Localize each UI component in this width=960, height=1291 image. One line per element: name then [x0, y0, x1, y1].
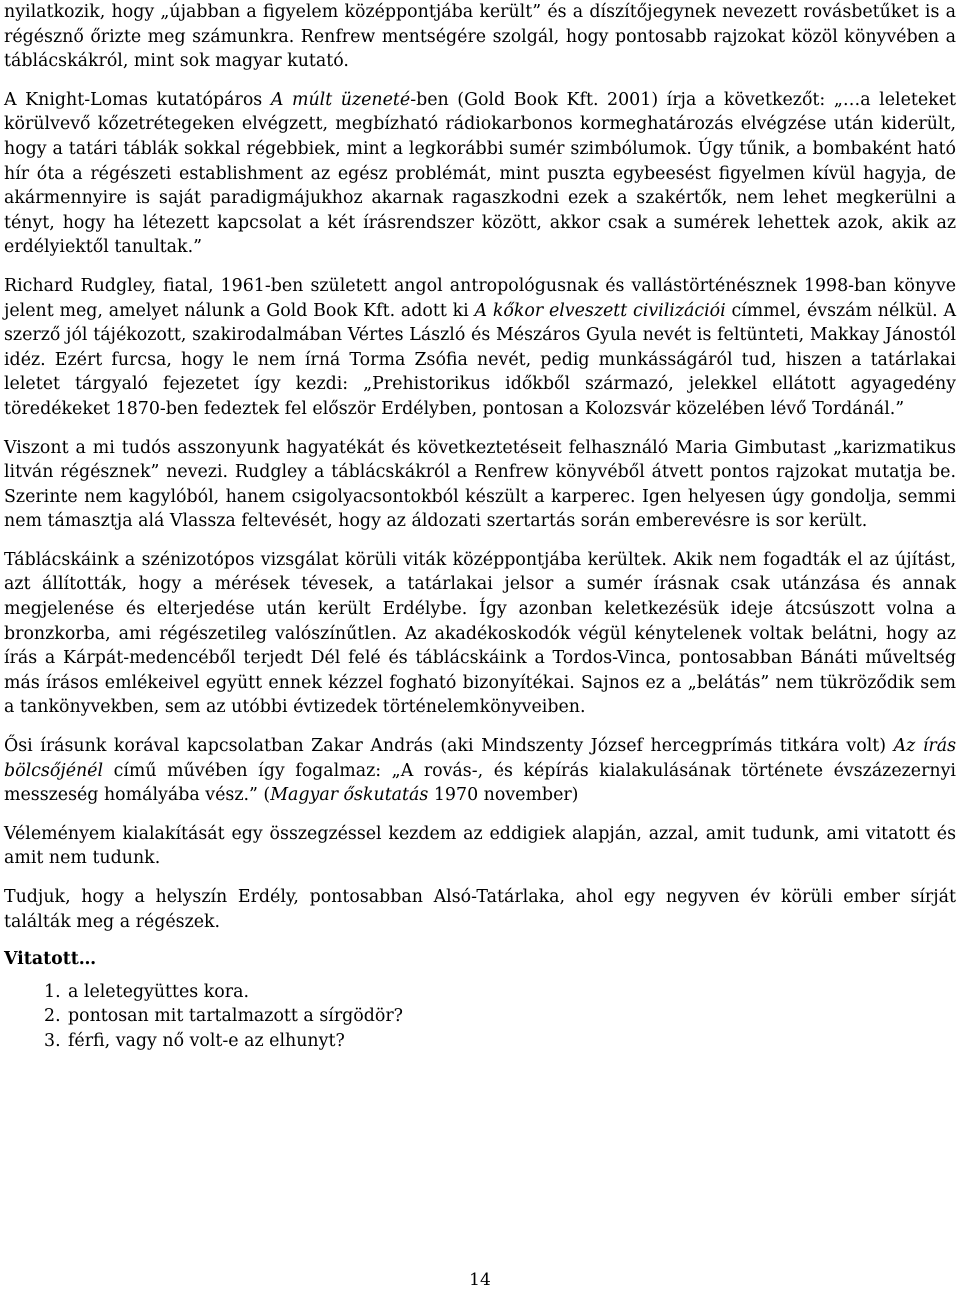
list-item-number: 3. — [44, 1030, 61, 1051]
text-run: című művében így fogalmaz: „A rovás-, és képírás kialakulásának története évszázezernyi messzeség homályába vész.” ( — [4, 760, 956, 806]
text-run: Ősi írásunk korával kapcsolatban Zakar András (aki Mindszenty József hercegprímás titkára volt) — [4, 736, 894, 757]
paragraph-p6 — [4, 822, 956, 871]
section-heading: Vitatott… — [4, 949, 97, 970]
body-text — [4, 0, 956, 934]
document-page — [4, 0, 956, 1054]
italic-title: A kőkor elveszett civilizációi — [474, 300, 726, 321]
list-item-text: a leletegyüttes kora. — [68, 981, 249, 1002]
list-item-number: 1. — [44, 981, 61, 1002]
text-run: Táblácskáink a szénizotópos vizsgálat körüli viták középpontjába kerültek. Akik nem fogadták el az újítást, azt állították, hogy a mérések tévesek, a tatárlakai jelsor a sumér írásnak csak utánzása és annak megjelenése és elterjedése után került Erdélybe. Így azonban keletkezésük ideje átcsúszott volna a bronzkorba, ami régészetileg valószínűtlen. Az akadékoskodók végül kénytelenek voltak belátni, hogy az írás a Kárpát-medencéből terjedt Dél felé és táblácskáink a Tordos-Vinca, pontosabban Bánáti műveltség más írásos emlékeivel együtt ennek kézzel fogható bizonyítékai. Sajnos ez a „belátás” nem tükröződik sem a tankönyvekben, sem az utóbbi évtizedek történelemkönyveiben. — [4, 549, 956, 718]
text-run: Tudjuk, hogy a helyszín Erdély, pontosabban Alsó-Tatárlaka, ahol egy negyven év körüli ember sírját találták meg a régészek. — [4, 887, 956, 932]
italic-title: Az írás bölcsőjénél — [4, 736, 957, 781]
paragraph-p0 — [4, 0, 956, 74]
paragraph-p1 — [4, 88, 956, 260]
list-item — [44, 980, 956, 1005]
text-run: -ben (Gold Book Kft. 2001) írja a következőt: „…a leleteket körülvevő kőzetrétegeken elvégzett, megbízható rádiokarbonos kormeghatározás elvégzése után kiderült, hogy a tatári táblák sokkal régebbiek, mint a legkorábbi sumér szimbólumok. Úgy tűnik, a bombaként ható hír óta a régészeti establishment az egész problémát, mint puszta egybeesést figyelmen kívül hagyja, de akármennyire is saját paradigmájukhoz akarnak ragaszkodni ezek a szakértők, nem lehet megkerülni a tényt, hogy ha létezett kapcsolat a két írásrendszer között, akkor csak a sumérek lehettek azok, akik az erdélyiektől tanultak.” — [4, 89, 956, 258]
paragraph-p2 — [4, 274, 956, 422]
paragraph-p4 — [4, 548, 956, 720]
text-run: címmel, évszám nélkül. A szerző jól tájékozott, szakirodalmában Vértes László és Mészáros Gyula nevét is feltünteti, Makkay Jánostól idéz. Ezért furcsa, hogy le nem írná Torma Zsófia nevét, pedig munkásságáról tud, hiszen a tatárlakai leletet tárgyaló fejezetet így kezdi: „Prehistorikus időkből származó, jelekkel ellátott agyagedény töredékeket 1870-ben fedeztek fel először Erdélyben, pontosan a Kolozsvár közelében lévő Tordánál.” — [4, 300, 957, 419]
text-run: Viszont a mi tudós asszonyunk hagyatékát és következtetéseit felhasználó Maria Gimbutast „karizmatikus litván régésznek” nevezi. Rudgley a táblácskákról a Renfrew könyvéből átvett pontos rajzokat mutatja be. Szerinte nem kagylóból, hanem csigolyacsontokból készült a karperec. Igen helyesen úgy gondolja, semmi nem támasztja alá Vlassza feltevését, hogy az áldozati szertartás során emberevésre is sor került. — [4, 437, 956, 532]
list-item-text: pontosan mit tartalmazott a sírgödör? — [68, 1006, 403, 1027]
text-run: Richard Rudgley, fiatal, 1961-ben született angol antropológusnak és vallástörténésznek 1998-ban könyve jelent meg, amelyet nálunk a Gold Book Kft. adott ki — [4, 275, 956, 321]
list-item — [44, 1029, 956, 1054]
page-number: 14 — [469, 1270, 491, 1290]
numbered-list — [4, 980, 956, 1054]
paragraph-p7 — [4, 885, 956, 934]
italic-title: A múlt üzeneté — [270, 89, 411, 110]
text-run: nyilatkozik, hogy „újabban a figyelem középpontjába került” és a díszítőjegynek nevezett rovásbetűket is a régésznő őrizte meg számunkra. Renfrew mentségére szolgál, hogy pontosabb rajzokat közöl könyvében a táblácskákról, mint sok magyar kutató. — [4, 2, 956, 72]
text-run: 1970 november) — [428, 785, 579, 806]
list-item-number: 2. — [44, 1006, 61, 1027]
list-item — [44, 1004, 956, 1029]
italic-title: Magyar őskutatás — [270, 785, 429, 806]
text-run: A Knight-Lomas kutatópáros — [4, 89, 271, 110]
paragraph-p5 — [4, 734, 956, 808]
text-run: Véleményem kialakítását egy összegzéssel kezdem az eddigiek alapján, azzal, amit tudunk, ami vitatott és amit nem tudunk. — [4, 823, 956, 869]
list-item-text: férfi, vagy nő volt-e az elhunyt? — [68, 1030, 345, 1051]
paragraph-p3 — [4, 436, 956, 534]
